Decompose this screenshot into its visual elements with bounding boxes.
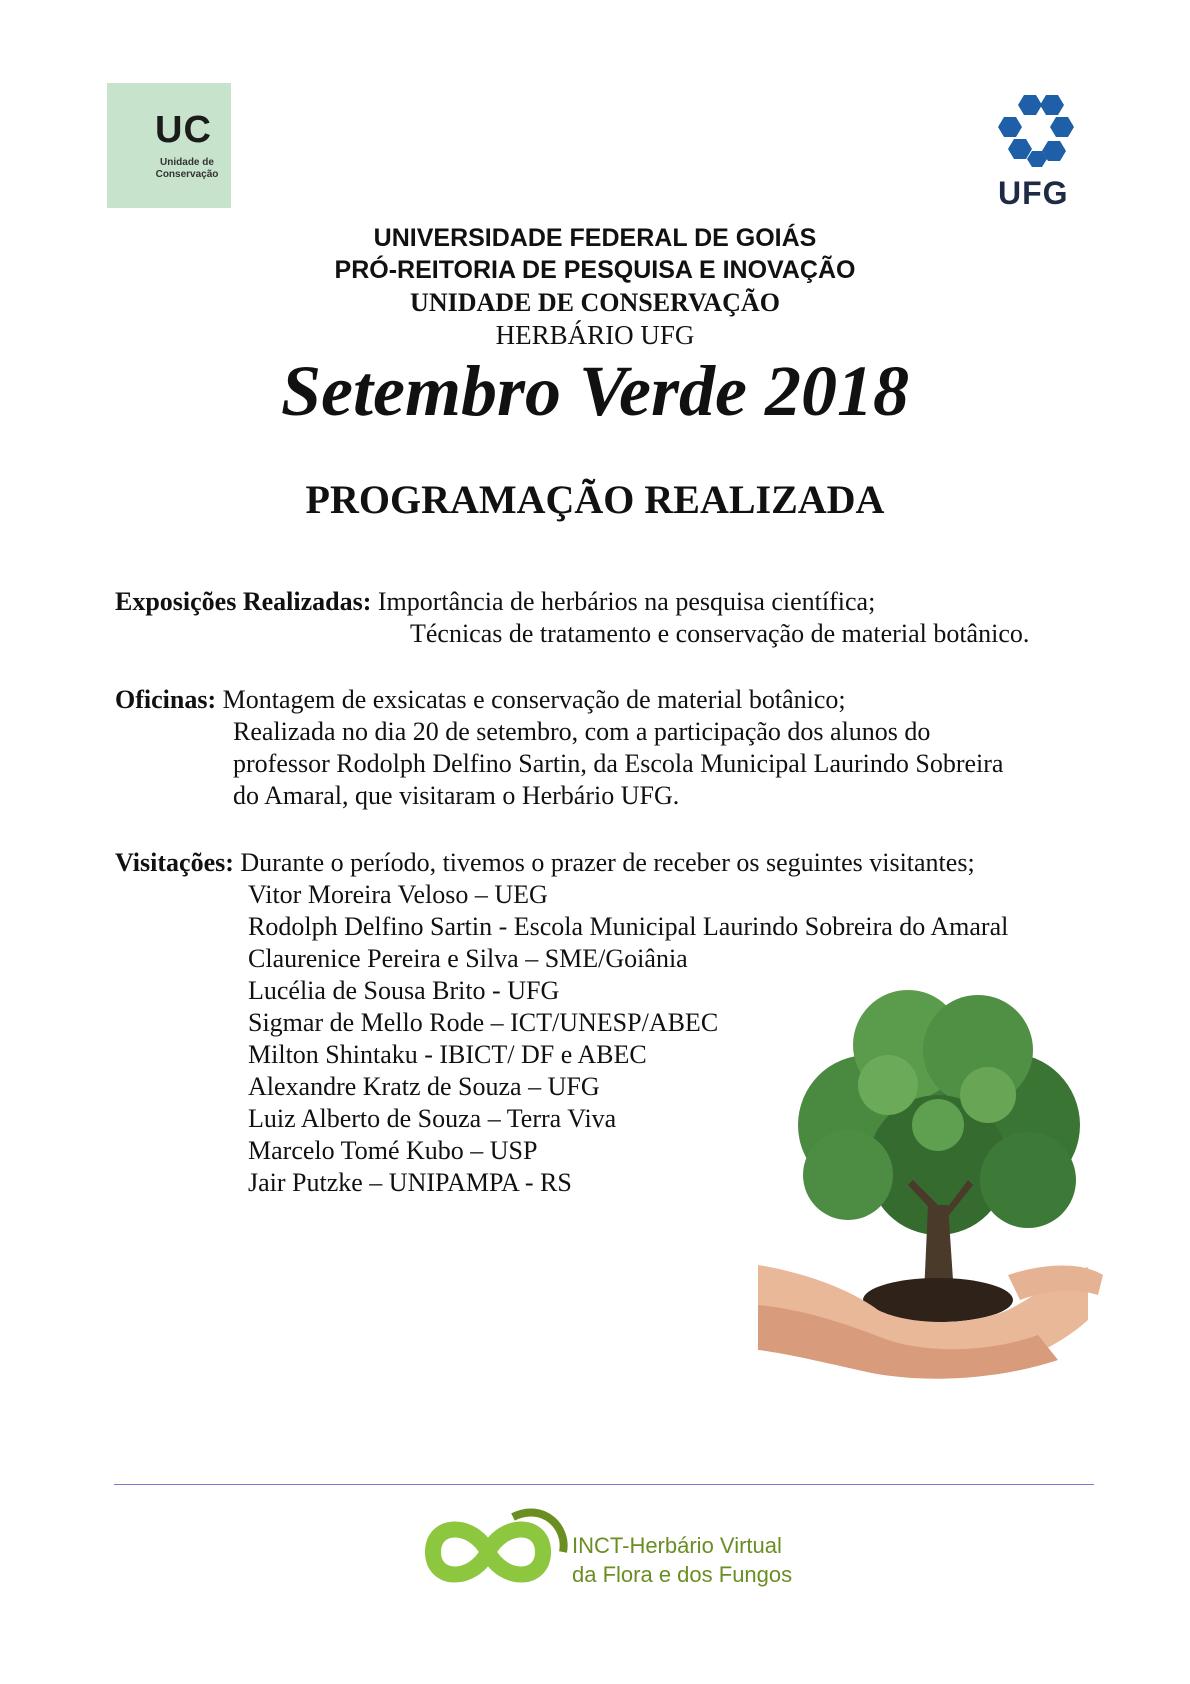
uc-logo: [107, 83, 231, 208]
visitacoes-intro: Durante o período, tivemos o prazer de receber os seguintes visitantes;: [240, 848, 975, 877]
herbario-name: HERBÁRIO UFG: [495, 320, 695, 350]
unidade-name: UNIDADE DE CONSERVAÇÃO: [410, 288, 780, 317]
visitor-item: Alexandre Kratz de Souza – UFG: [248, 1072, 600, 1101]
visitor-item: Marcelo Tomé Kubo – USP: [248, 1136, 538, 1165]
visitor-item: Jair Putzke – UNIPAMPA - RS: [248, 1168, 572, 1197]
visitor-item: Milton Shintaku - IBICT/ DF e ABEC: [248, 1040, 647, 1069]
visitor-item: Vitor Moreira Veloso – UEG: [248, 880, 548, 909]
oficinas-text: Montagem de exsicatas e conservação de material botânico;: [222, 685, 846, 714]
ufg-logo-text: UFG: [998, 175, 1069, 211]
pro-reitoria-name: PRÓ-REITORIA DE PESQUISA E INOVAÇÃO: [334, 256, 856, 284]
section-heading: PROGRAMAÇÃO REALIZADA: [305, 477, 885, 522]
footer-divider: [114, 1484, 1094, 1485]
inct-logo-text-line1: INCT-Herbário Virtual: [572, 1533, 782, 1558]
visitor-item: Luiz Alberto de Souza – Terra Viva: [248, 1104, 617, 1133]
university-name: UNIVERSIDADE FEDERAL DE GOIÁS: [373, 224, 817, 252]
inct-infinity-icon: [403, 1497, 573, 1607]
exposicoes-item: Importância de herbários na pesquisa científica;: [377, 587, 876, 616]
ufg-logo: [996, 93, 1080, 213]
uc-logo-title: UC: [155, 109, 212, 151]
uc-logo-subtitle-line1: Unidade de: [160, 157, 214, 168]
tree-canopy: [798, 990, 1080, 1235]
visitor-item: Lucélia de Sousa Brito - UFG: [248, 976, 560, 1005]
ufg-hexagon-icon: [996, 93, 1080, 173]
visitacoes-label: Visitações:: [115, 848, 234, 877]
uc-logo-subtitle-line2: Conservação: [155, 169, 219, 180]
oficinas-label: Oficinas:: [115, 685, 217, 714]
oficinas-text: professor Rodolph Delfino Sartin, da Escola Municipal Laurindo Sobreira: [233, 749, 1004, 778]
oficinas-text: Realizada no dia 20 de setembro, com a participação dos alunos do: [233, 717, 931, 746]
inct-logo-text-line2: da Flora e dos Fungos: [572, 1562, 793, 1587]
document-title: Setembro Verde 2018: [281, 351, 909, 431]
uc-logo-subtitle: [151, 157, 223, 181]
visitor-item: Sigmar de Mello Rode – ICT/UNESP/ABEC: [248, 1008, 719, 1037]
visitor-item: Claurenice Pereira e Silva – SME/Goiânia: [248, 944, 688, 973]
oficinas-line-1: [115, 684, 846, 716]
visitor-item: Rodolph Delfino Sartin - Escola Municipal Laurindo Sobreira do Amaral: [248, 912, 1009, 941]
tree-in-hands-image: [758, 975, 1118, 1415]
exposicoes-item: Técnicas de tratamento e conservação de material botânico.: [410, 619, 1030, 648]
exposicoes-line-1: [115, 586, 875, 618]
oficinas-text: do Amaral, que visitaram o Herbário UFG.: [233, 781, 680, 810]
exposicoes-label: Exposições Realizadas:: [115, 587, 372, 616]
visitacoes-line-1: [115, 847, 975, 879]
